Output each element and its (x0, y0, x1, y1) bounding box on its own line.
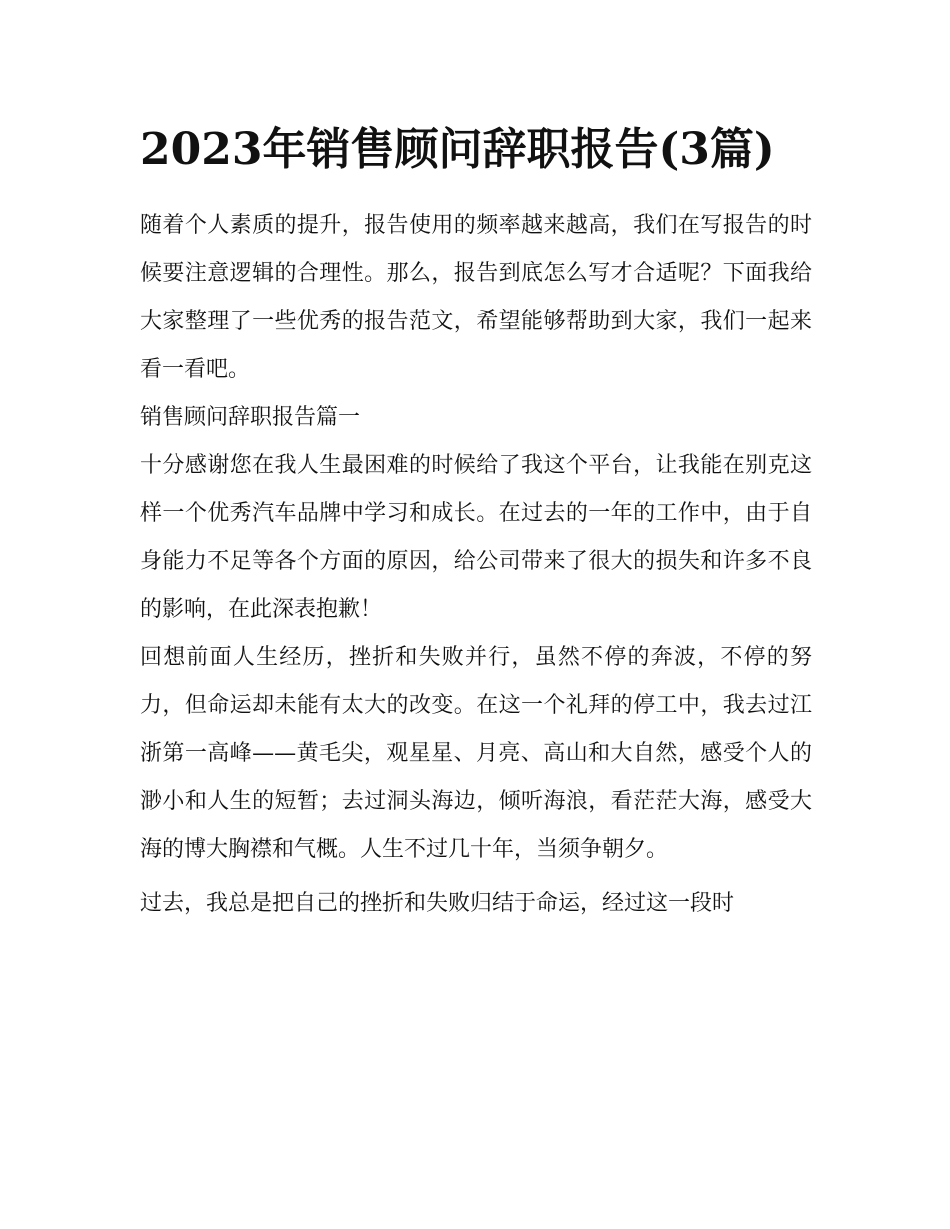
intro-paragraph: 随着个人素质的提升，报告使用的频率越来越高，我们在写报告的时候要注意逻辑的合理性。那么，报告到底怎么写才合适呢？下面我给大家整理了一些优秀的报告范文，希望能够帮助到大家，我们一起来看一看吧。 (140, 213, 812, 382)
document-body (140, 202, 812, 928)
body-paragraph-2: 回想前面人生经历，挫折和失败并行，虽然不停的奔波，不停的努力，但命运却未能有太大的改变。在这一个礼拜的停工中，我去过江浙第一高峰——黄毛尖，观星星、月亮、高山和大自然，感受个人的渺小和人生的短暂；去过洞头海边，倾听海浪，看茫茫大海，感受大海的博大胸襟和气概。人生不过几十年，当须争朝夕。 (140, 645, 812, 862)
document-page (140, 118, 812, 928)
document-title: 2023年销售顾问辞职报告(3篇) (140, 124, 775, 175)
body-paragraph-1: 十分感谢您在我人生最困难的时候给了我这个平台，让我能在别克这样一个优秀汽车品牌中学习和成长。在过去的一年的工作中，由于自身能力不足等各个方面的原因，给公司带来了很大的损失和许多不良的影响，在此深表抱歉！ (140, 453, 812, 622)
body-paragraph-3: 过去，我总是把自己的挫折和失败归结于命运，经过这一段时 (140, 891, 735, 916)
section-heading: 销售顾问辞职报告篇一 (140, 405, 361, 430)
